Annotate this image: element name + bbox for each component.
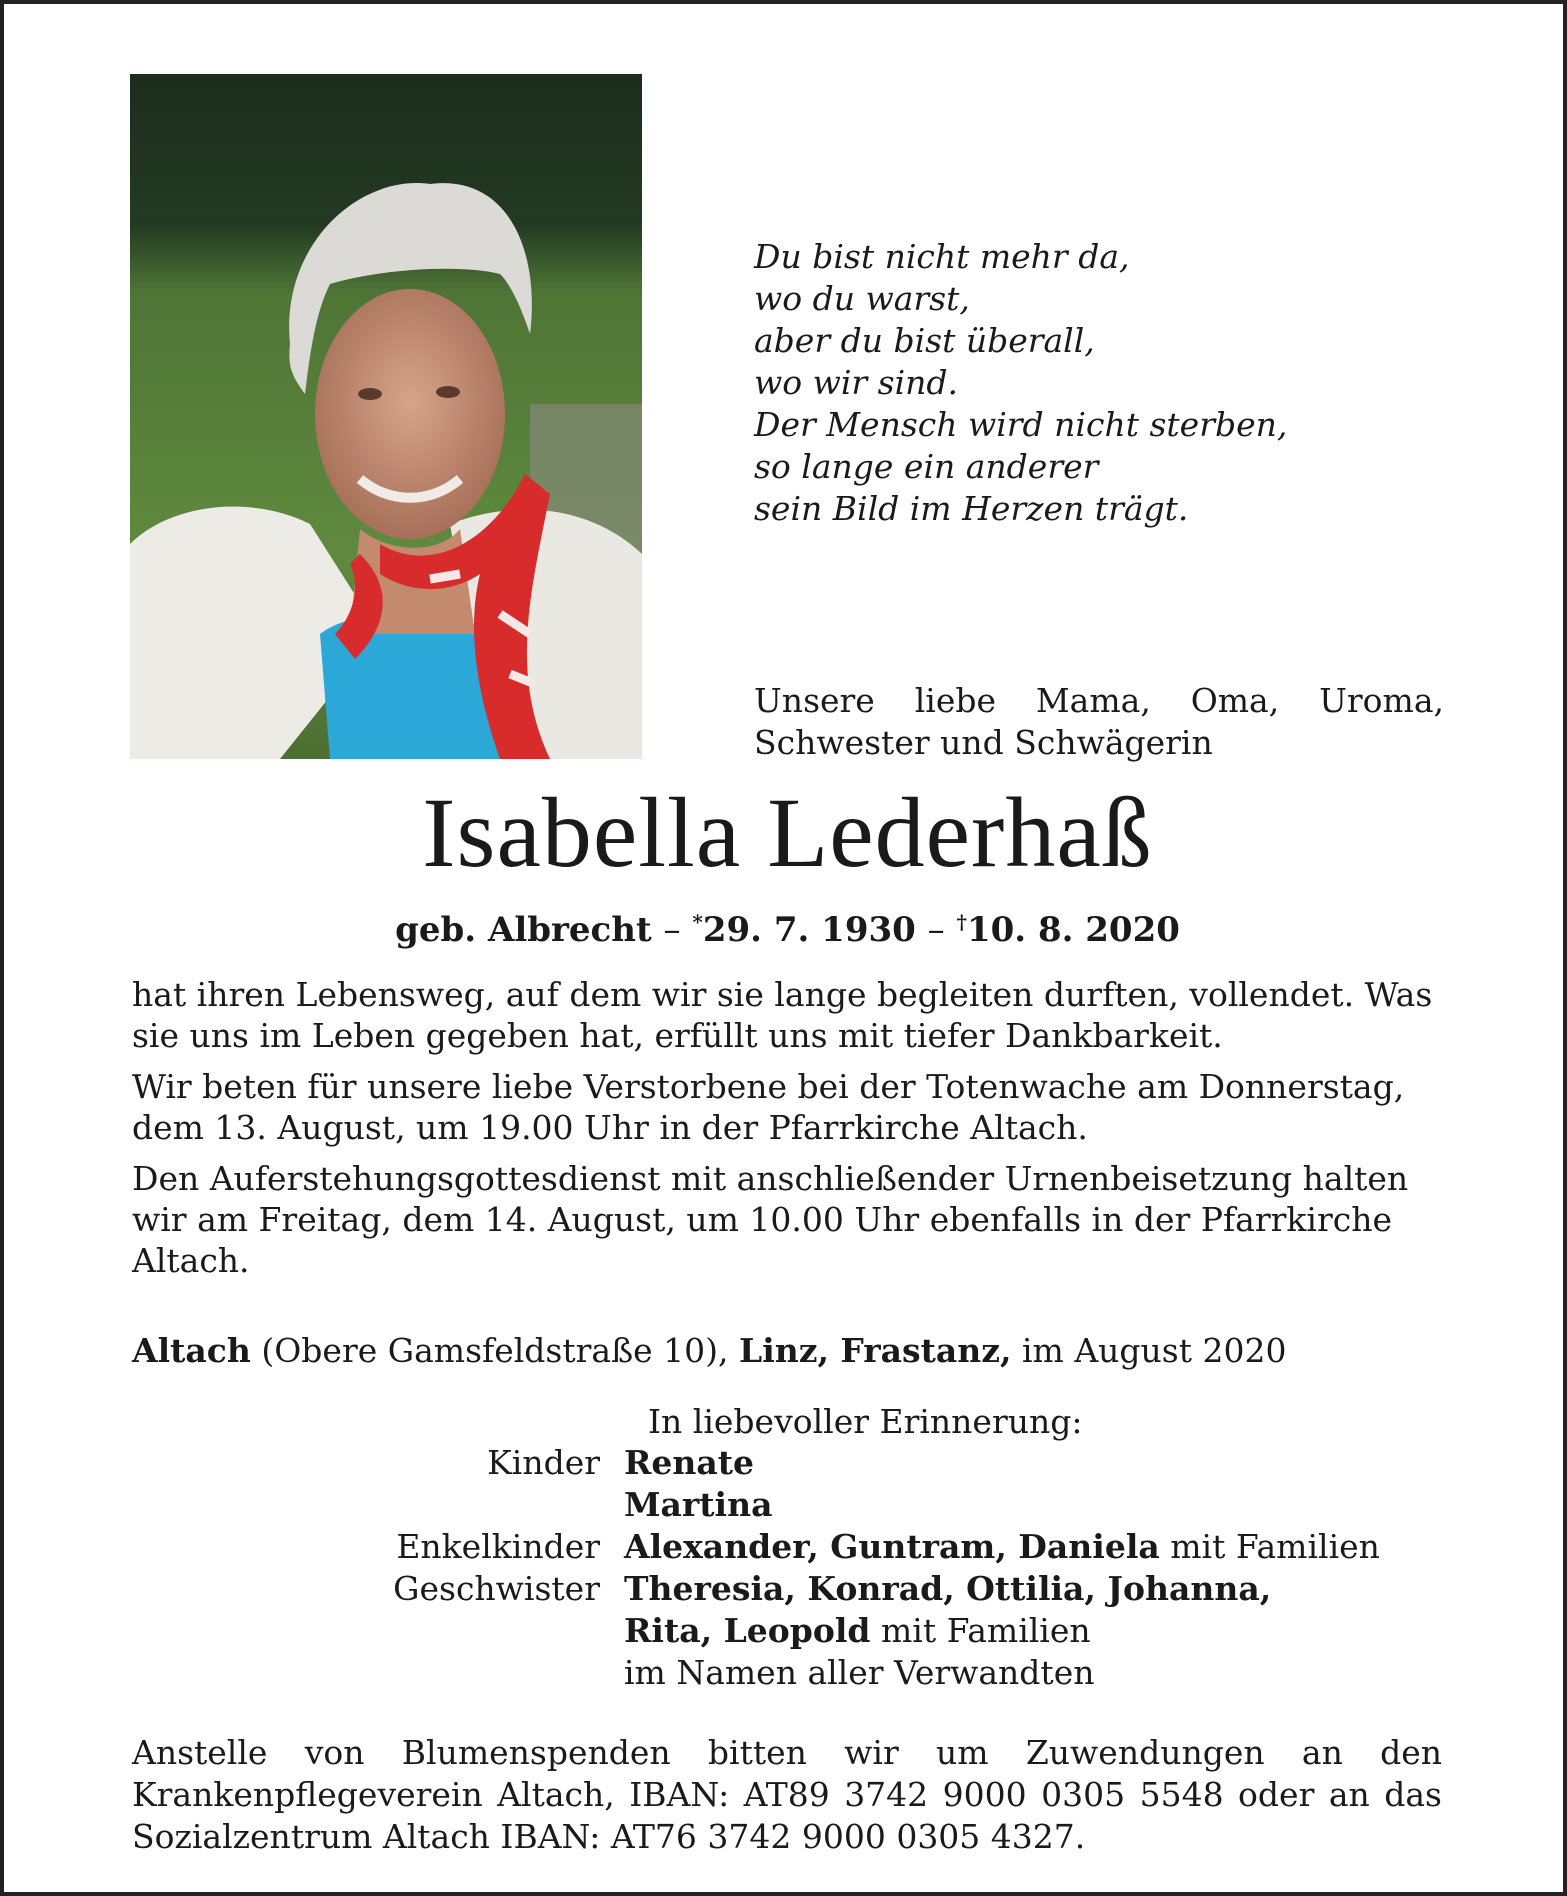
mourner-names: Rita, Leopold <box>624 1611 871 1650</box>
intro-line-2: Schwester und Schwägerin <box>754 723 1213 762</box>
intro-word: Uroma, <box>1319 681 1444 720</box>
mourner-names: Alexander, Guntram, Daniela <box>624 1527 1160 1566</box>
mourner-row <box>4 1610 1567 1652</box>
poem-line: wo du warst, <box>754 279 970 318</box>
maiden-name: geb. Albrecht <box>395 910 652 950</box>
intro-line-1 <box>754 680 1444 722</box>
poem-line: sein Bild im Herzen trägt. <box>754 489 1189 528</box>
mourner-suffix: mit Familien <box>1170 1527 1380 1566</box>
memorial-poem <box>754 236 1454 530</box>
mourner-label: Kinder <box>487 1443 600 1482</box>
mourner-row <box>4 1484 1567 1526</box>
mourner-suffix: mit Familien <box>880 1611 1091 1650</box>
poem-line: Der Mensch wird nicht sterben, <box>754 405 1288 444</box>
separator: – <box>927 910 945 950</box>
birth-date: 29. 7. 1930 <box>702 910 916 950</box>
mourner-label: Geschwister <box>393 1569 600 1608</box>
mourner-suffix: im Namen aller Verwandten <box>624 1653 1095 1692</box>
mourner-row <box>4 1526 1567 1568</box>
mourner-names: Martina <box>624 1485 773 1524</box>
mourner-row <box>4 1652 1567 1694</box>
body-paragraph: Wir beten für unsere liebe Verstorbene bei der Totenwache am Donnerstag, dem 13. August, um 19.00 Uhr in der Pfarrkirche Altach. <box>132 1067 1405 1147</box>
intro-word: liebe <box>914 681 997 720</box>
mourner-names: Renate <box>624 1443 755 1482</box>
body-paragraph: hat ihren Lebensweg, auf dem wir sie lange begleiten durften, vollendet. Was sie uns im Leben gegeben hat, erfüllt uns mit tiefer Dankbarkeit. <box>132 975 1433 1055</box>
place-and-date <box>132 1330 1442 1371</box>
place-date: im August 2020 <box>1021 1331 1287 1370</box>
portrait-photo <box>130 74 642 759</box>
memory-heading: In liebevoller Erinnerung: <box>648 1402 1083 1441</box>
poem-line: wo wir sind. <box>754 363 959 402</box>
mourner-label <box>4 1610 624 1652</box>
birth-star-icon: * <box>692 910 703 934</box>
poem-line: so lange ein anderer <box>754 447 1099 486</box>
mourners-list <box>4 1442 1567 1694</box>
death-date: 10. 8. 2020 <box>966 910 1180 950</box>
life-dates <box>4 900 1567 952</box>
obituary-body <box>132 974 1442 1291</box>
intro-text <box>754 680 1444 764</box>
place-others: Linz, Frastanz, <box>738 1331 1012 1370</box>
mourner-label <box>4 1484 624 1526</box>
intro-word: Oma, <box>1190 681 1280 720</box>
body-paragraph: Den Auferstehungsgottesdienst mit anschließender Urnenbeisetzung halten wir am Freitag, dem 14. August, um 10.00 Uhr ebenfalls in der Pfarrkirche Altach. <box>132 1159 1409 1280</box>
intro-word: Unsere <box>754 681 875 720</box>
death-cross-icon: † <box>956 910 967 934</box>
mourner-label: Enkelkinder <box>396 1527 600 1566</box>
mourner-label <box>4 1652 624 1694</box>
mourner-row <box>4 1568 1567 1610</box>
place-address: (Obere Gamsfeldstraße 10), <box>261 1331 729 1370</box>
separator: – <box>663 910 681 950</box>
poem-line: aber du bist überall, <box>754 321 1095 360</box>
donation-note: Anstelle von Blumenspenden bitten wir um Zuwendungen an den Krankenpflegeverein Altach, IBAN: AT89 3742 9000 0305 5548 oder an das Sozialzentrum Altach IBAN: AT76 3742 9000 0305 4327. <box>132 1733 1442 1856</box>
poem-line: Du bist nicht mehr da, <box>754 237 1130 276</box>
deceased-name: Isabella Lederhaß <box>422 777 1153 888</box>
place-town: Altach <box>132 1331 251 1370</box>
intro-word: Mama, <box>1035 681 1151 720</box>
mourner-row <box>4 1442 1567 1484</box>
portrait-image <box>130 74 642 759</box>
mourner-names: Theresia, Konrad, Ottilia, Johanna, <box>624 1569 1272 1608</box>
